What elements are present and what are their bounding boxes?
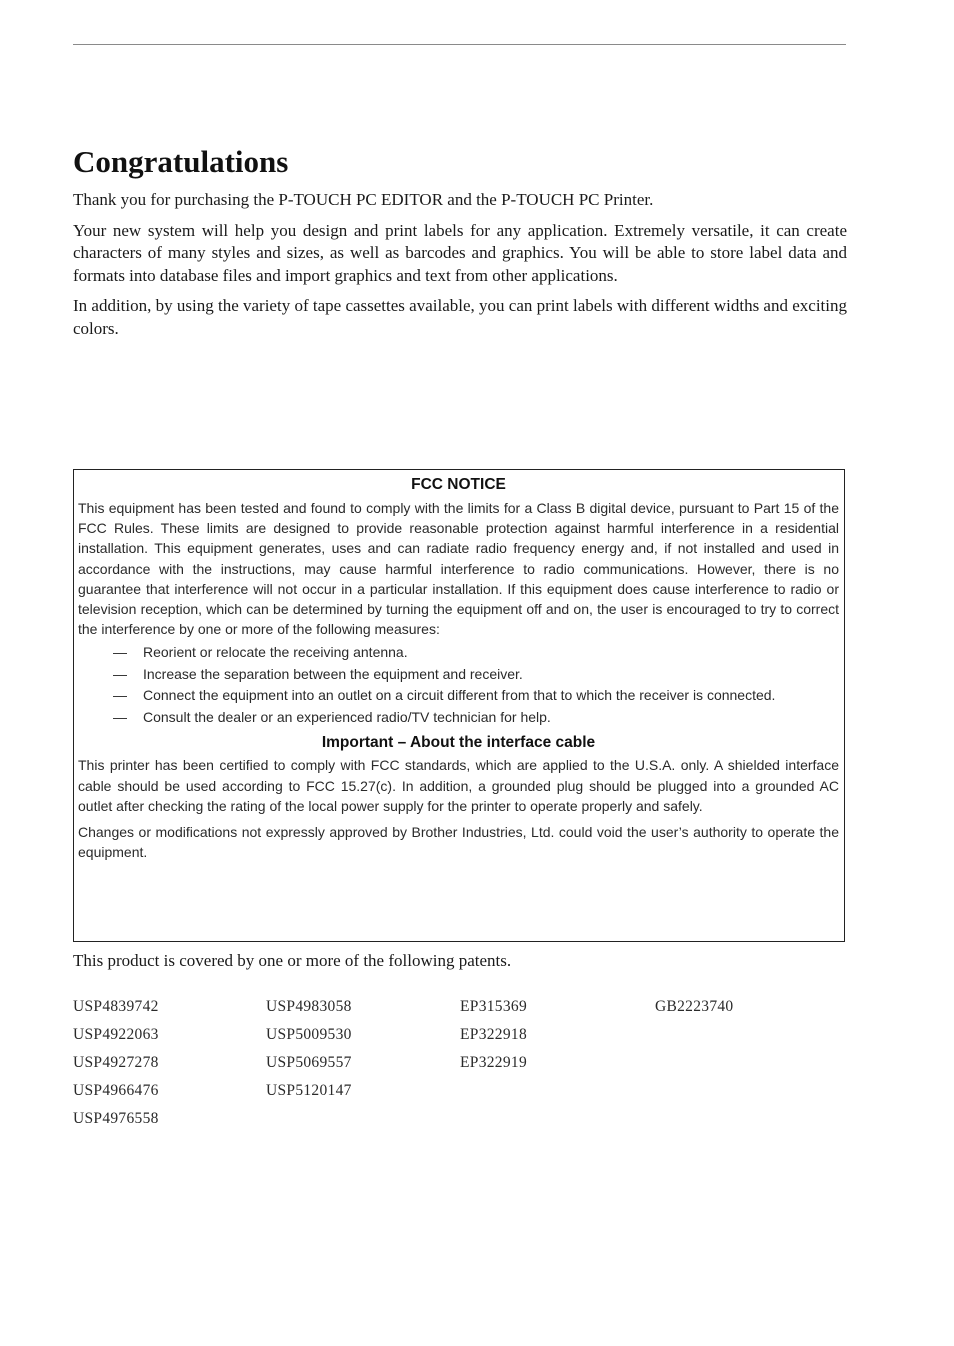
patent-empty-cell (655, 1024, 847, 1052)
patent-empty-cell (460, 1080, 655, 1108)
dash-bullet: — (113, 665, 127, 682)
interface-cable-title: Important – About the interface cable (321, 734, 596, 752)
patent-empty-cell (655, 1108, 847, 1136)
fcc-notice-title: FCC NOTICE (411, 476, 506, 493)
patent-empty-cell (655, 1052, 847, 1080)
patent-number: EP315369 (460, 998, 527, 1015)
patent-number: USP4976558 (73, 1110, 159, 1127)
measure-text: Reorient or relocate the receiving antenna. (143, 644, 408, 661)
patent-number: USP4966476 (73, 1082, 159, 1099)
dash-bullet: — (113, 687, 127, 704)
patents-intro: This product is covered by one or more of the following patents. (73, 951, 512, 970)
measure-text: Consult the dealer or an experienced radio/TV technician for help. (143, 708, 551, 725)
modifications-notice: Changes or modifications not expressly approved by Brother Industries, Ltd. could void the user’s authority to operate the equipment. (78, 824, 839, 861)
measure-text: Increase the separation between the equipment and receiver. (143, 665, 523, 682)
fcc-notice-body: This equipment has been tested and found to comply with the limits for a Class B digital device, pursuant to Part 15 of the FCC Rules. These limits are designed to provide reasonable protection against harmful interference in a residential installation. This equipment generates, uses and can radiate radio frequency energy and, if not installed and used in accordance with the instructions, may cause harmful interference to radio communications. However, there is no guarantee that interference will not occur in a particular installation. If this equipment does cause interference to radio or television reception, which can be determined by turning the equipment off and on, the user is encouraged to try to correct the interference by one or more of the following measures: (78, 500, 839, 638)
patent-number: USP4922063 (73, 1026, 159, 1043)
list-item (113, 643, 839, 662)
page-title: Congratulations (73, 144, 289, 179)
patent-number: EP322918 (460, 1026, 527, 1043)
list-item (113, 665, 839, 684)
fcc-notice-box (73, 469, 845, 942)
intro-section (73, 189, 847, 348)
measure-text: Connect the equipment into an outlet on a circuit different from that to which the receiver is connected. (143, 687, 776, 704)
intro-paragraph: In addition, by using the variety of tape cassettes available, you can print labels with different widths and exciting colors. (73, 296, 847, 338)
patent-empty-cell (655, 1080, 847, 1108)
patent-empty-cell (266, 1108, 460, 1136)
fcc-measures-list (78, 643, 839, 726)
patent-number: USP4839742 (73, 998, 159, 1015)
dash-bullet: — (113, 708, 127, 725)
patent-number: USP5069557 (266, 1054, 352, 1071)
intro-paragraph: Thank you for purchasing the P-TOUCH PC EDITOR and the P-TOUCH PC Printer. (73, 190, 654, 209)
dash-bullet: — (113, 644, 127, 661)
patent-list (73, 996, 847, 1136)
patent-number: USP5009530 (266, 1026, 352, 1043)
patent-number: EP322919 (460, 1054, 527, 1071)
list-item (113, 686, 839, 705)
patent-number: USP5120147 (266, 1082, 352, 1099)
patent-number: GB2223740 (655, 998, 734, 1015)
top-rule (73, 44, 846, 45)
interface-cable-body: This printer has been certified to comply with FCC standards, which are applied to the U.S.A. only. A shielded interface cable should be used according to FCC 15.27(c). In addition, a grounded plug should be plugged into a grounded AC outlet after checking the rating of the local power supply for the printer to operate properly and safely. (78, 757, 839, 814)
patent-number: USP4983058 (266, 998, 352, 1015)
intro-paragraph: Your new system will help you design and print labels for any application. Extremely versatile, it can create characters of many styles and sizes, as well as barcodes and graphics. You will be able to store label data and formats into database files and import graphics and text from other applications. (73, 220, 847, 285)
patent-number: USP4927278 (73, 1054, 159, 1071)
list-item (113, 708, 839, 727)
patent-empty-cell (460, 1108, 655, 1136)
